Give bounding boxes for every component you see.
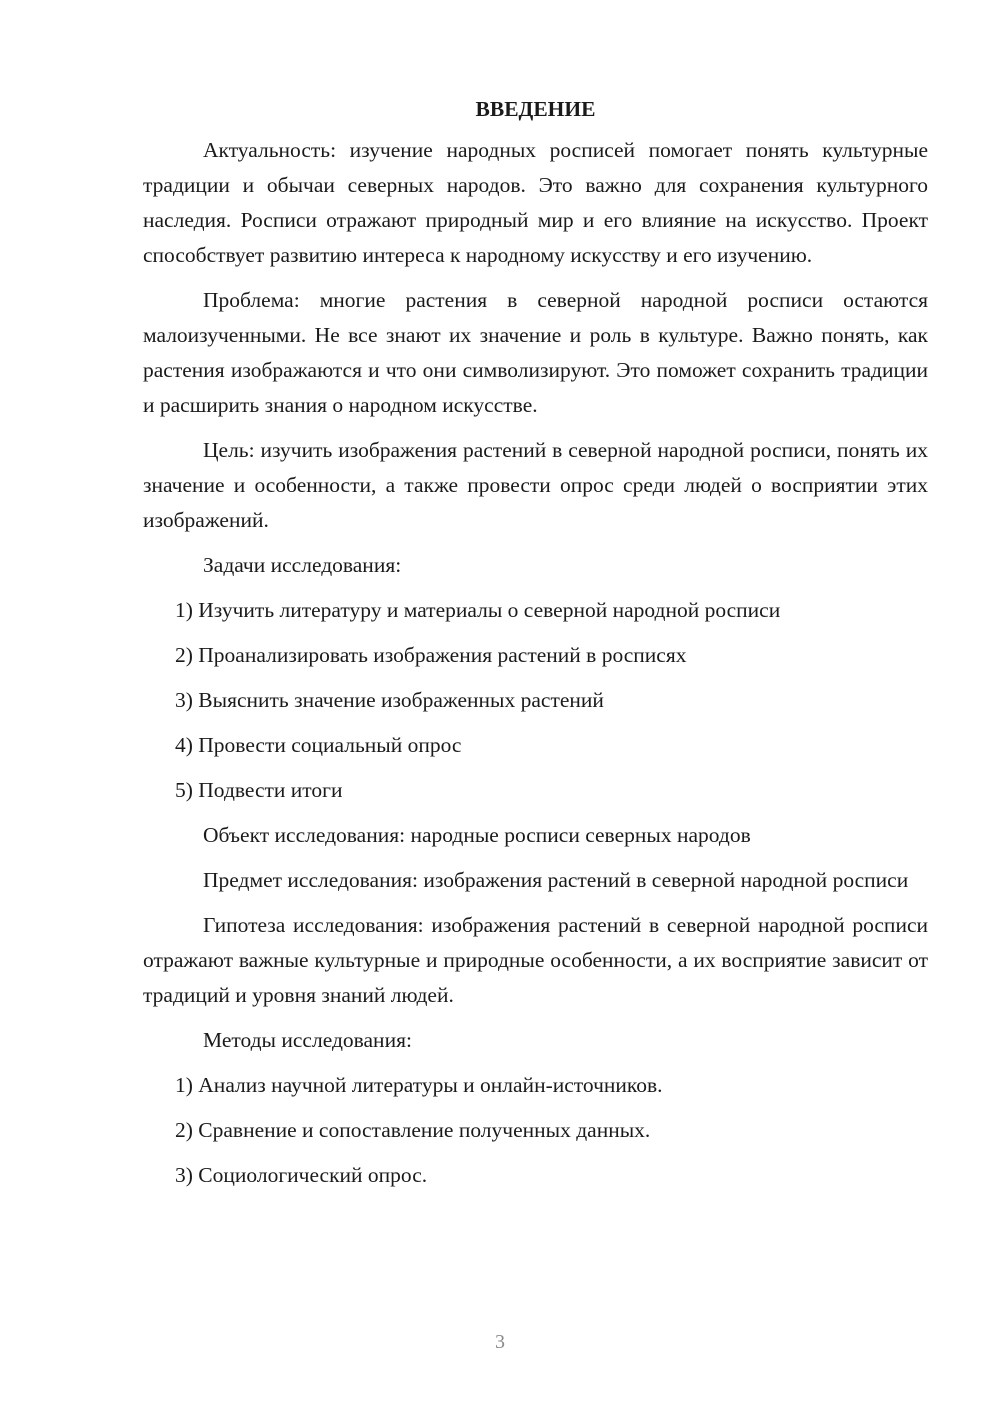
subject-paragraph: Предмет исследования: изображения растений в северной народной росписи bbox=[203, 868, 909, 892]
methods-list bbox=[143, 1068, 928, 1193]
object-paragraph: Объект исследования: народные росписи северных народов bbox=[203, 823, 751, 847]
relevance-paragraph: Актуальность: изучение народных росписей помогает понять культурные традиции и обычаи северных народов. Это важно для сохранения культурного наследия. Росписи отражают природный мир и его влияние на искусство. Проект способствует развитию интереса к народному искусству и его изучению. bbox=[143, 138, 928, 267]
problem-paragraph: Проблема: многие растения в северной народной росписи остаются малоизученными. Не все знают их значение и роль в культуре. Важно понять, как растения изображаются и что они символизируют. Это поможет сохранить традиции и расширить знания о народном искусстве. bbox=[143, 288, 928, 417]
list-item: 1) Изучить литературу и материалы о северной народной росписи bbox=[175, 598, 781, 622]
list-item: 5) Подвести итоги bbox=[175, 778, 343, 802]
goal-paragraph: Цель: изучить изображения растений в северной народной росписи, понять их значение и особенности, а также провести опрос среди людей о восприятии этих изображений. bbox=[143, 438, 928, 532]
list-item: 1) Анализ научной литературы и онлайн-источников. bbox=[175, 1073, 663, 1097]
list-item: 2) Проанализировать изображения растений в росписях bbox=[175, 643, 687, 667]
tasks-heading: Задачи исследования: bbox=[203, 553, 402, 577]
hypothesis-paragraph: Гипотеза исследования: изображения растений в северной народной росписи отражают важные культурные и природные особенности, а их восприятие зависит от традиций и уровня знаний людей. bbox=[143, 913, 928, 1007]
list-item: 2) Сравнение и сопоставление полученных данных. bbox=[175, 1118, 651, 1142]
section-title: ВВЕДЕНИЕ bbox=[475, 97, 596, 121]
methods-heading: Методы исследования: bbox=[203, 1028, 412, 1052]
tasks-list bbox=[143, 593, 928, 808]
list-item: 3) Выяснить значение изображенных растений bbox=[175, 688, 604, 712]
page-number: 3 bbox=[495, 1331, 505, 1353]
document-page bbox=[143, 92, 928, 1203]
list-item: 4) Провести социальный опрос bbox=[175, 733, 462, 757]
list-item: 3) Социологический опрос. bbox=[175, 1163, 428, 1187]
